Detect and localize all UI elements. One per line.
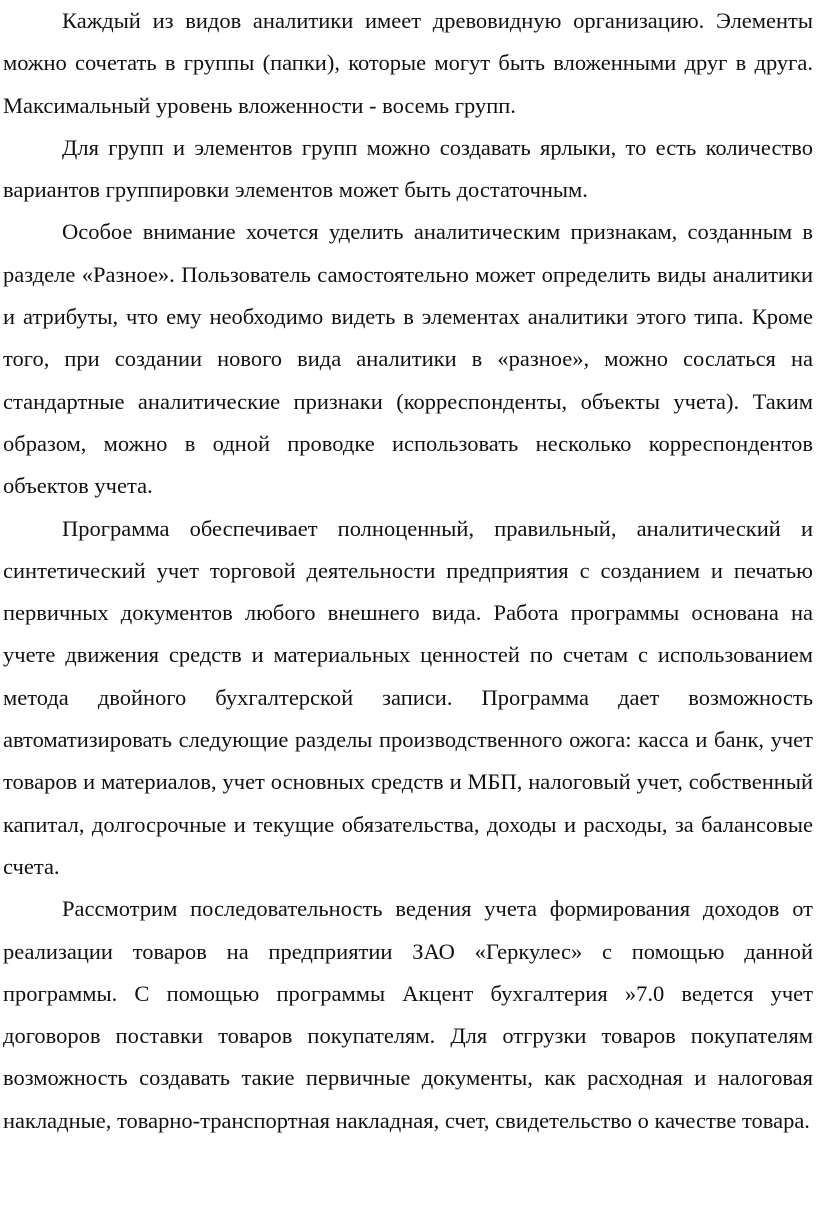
paragraph-analytic-attributes: Особое внимание хочется уделить аналитическим признакам, созданным в разделе «Разное». Пользователь самостоятельно может определить виды аналитики и атрибуты, что ему необходимо видеть в элементах аналитики этого типа. Кроме того, при создании нового вида аналитики в «разное», можно сослаться на стандартные аналитические признаки (корреспонденты, объекты учета). Таким образом, можно в одной проводке использовать несколько корреспондентов объектов учета. <box>3 219 813 499</box>
paragraph-analytics-tree: Каждый из видов аналитики имеет древовидную организацию. Элементы можно сочетать в группы (папки), которые могут быть вложенными друг в друга. Максимальный уровень вложенности - восемь групп. <box>3 8 813 118</box>
paragraph-shortcuts: Для групп и элементов групп можно создавать ярлыки, то есть количество вариантов группировки элементов может быть достаточным. <box>3 134 813 203</box>
paragraph-income-accounting: Рассмотрим последовательность ведения учета формирования доходов от реализации товаров на предприятии ЗАО «Геркулес» с помощью данной программы. С помощью программы Акцент бухгалтерия »7.0 ведется учет договоров поставки товаров покупателям. Для отгрузки товаров покупателям возможность создавать такие первичные документы, как расходная и налоговая накладные, товарно-транспортная накладная, счет, свидетельство о качестве товара. <box>3 896 813 1133</box>
paragraph-program-features: Программа обеспечивает полноценный, правильный, аналитический и синтетический учет торговой деятельности предприятия с созданием и печатью первичных документов любого внешнего вида. Работа программы основана на учете движения средств и материальных ценностей по счетам с использованием метода двойного бухгалтерской записи. Программа дает возможность автоматизировать следующие разделы производственного ожога: касса и банк, учет товаров и материалов, учет основных средств и МБП, налоговый учет, собственный капитал, долгосрочные и текущие обязательства, доходы и расходы, за балансовые счета. <box>3 515 813 879</box>
document-page <box>3 0 813 1142</box>
